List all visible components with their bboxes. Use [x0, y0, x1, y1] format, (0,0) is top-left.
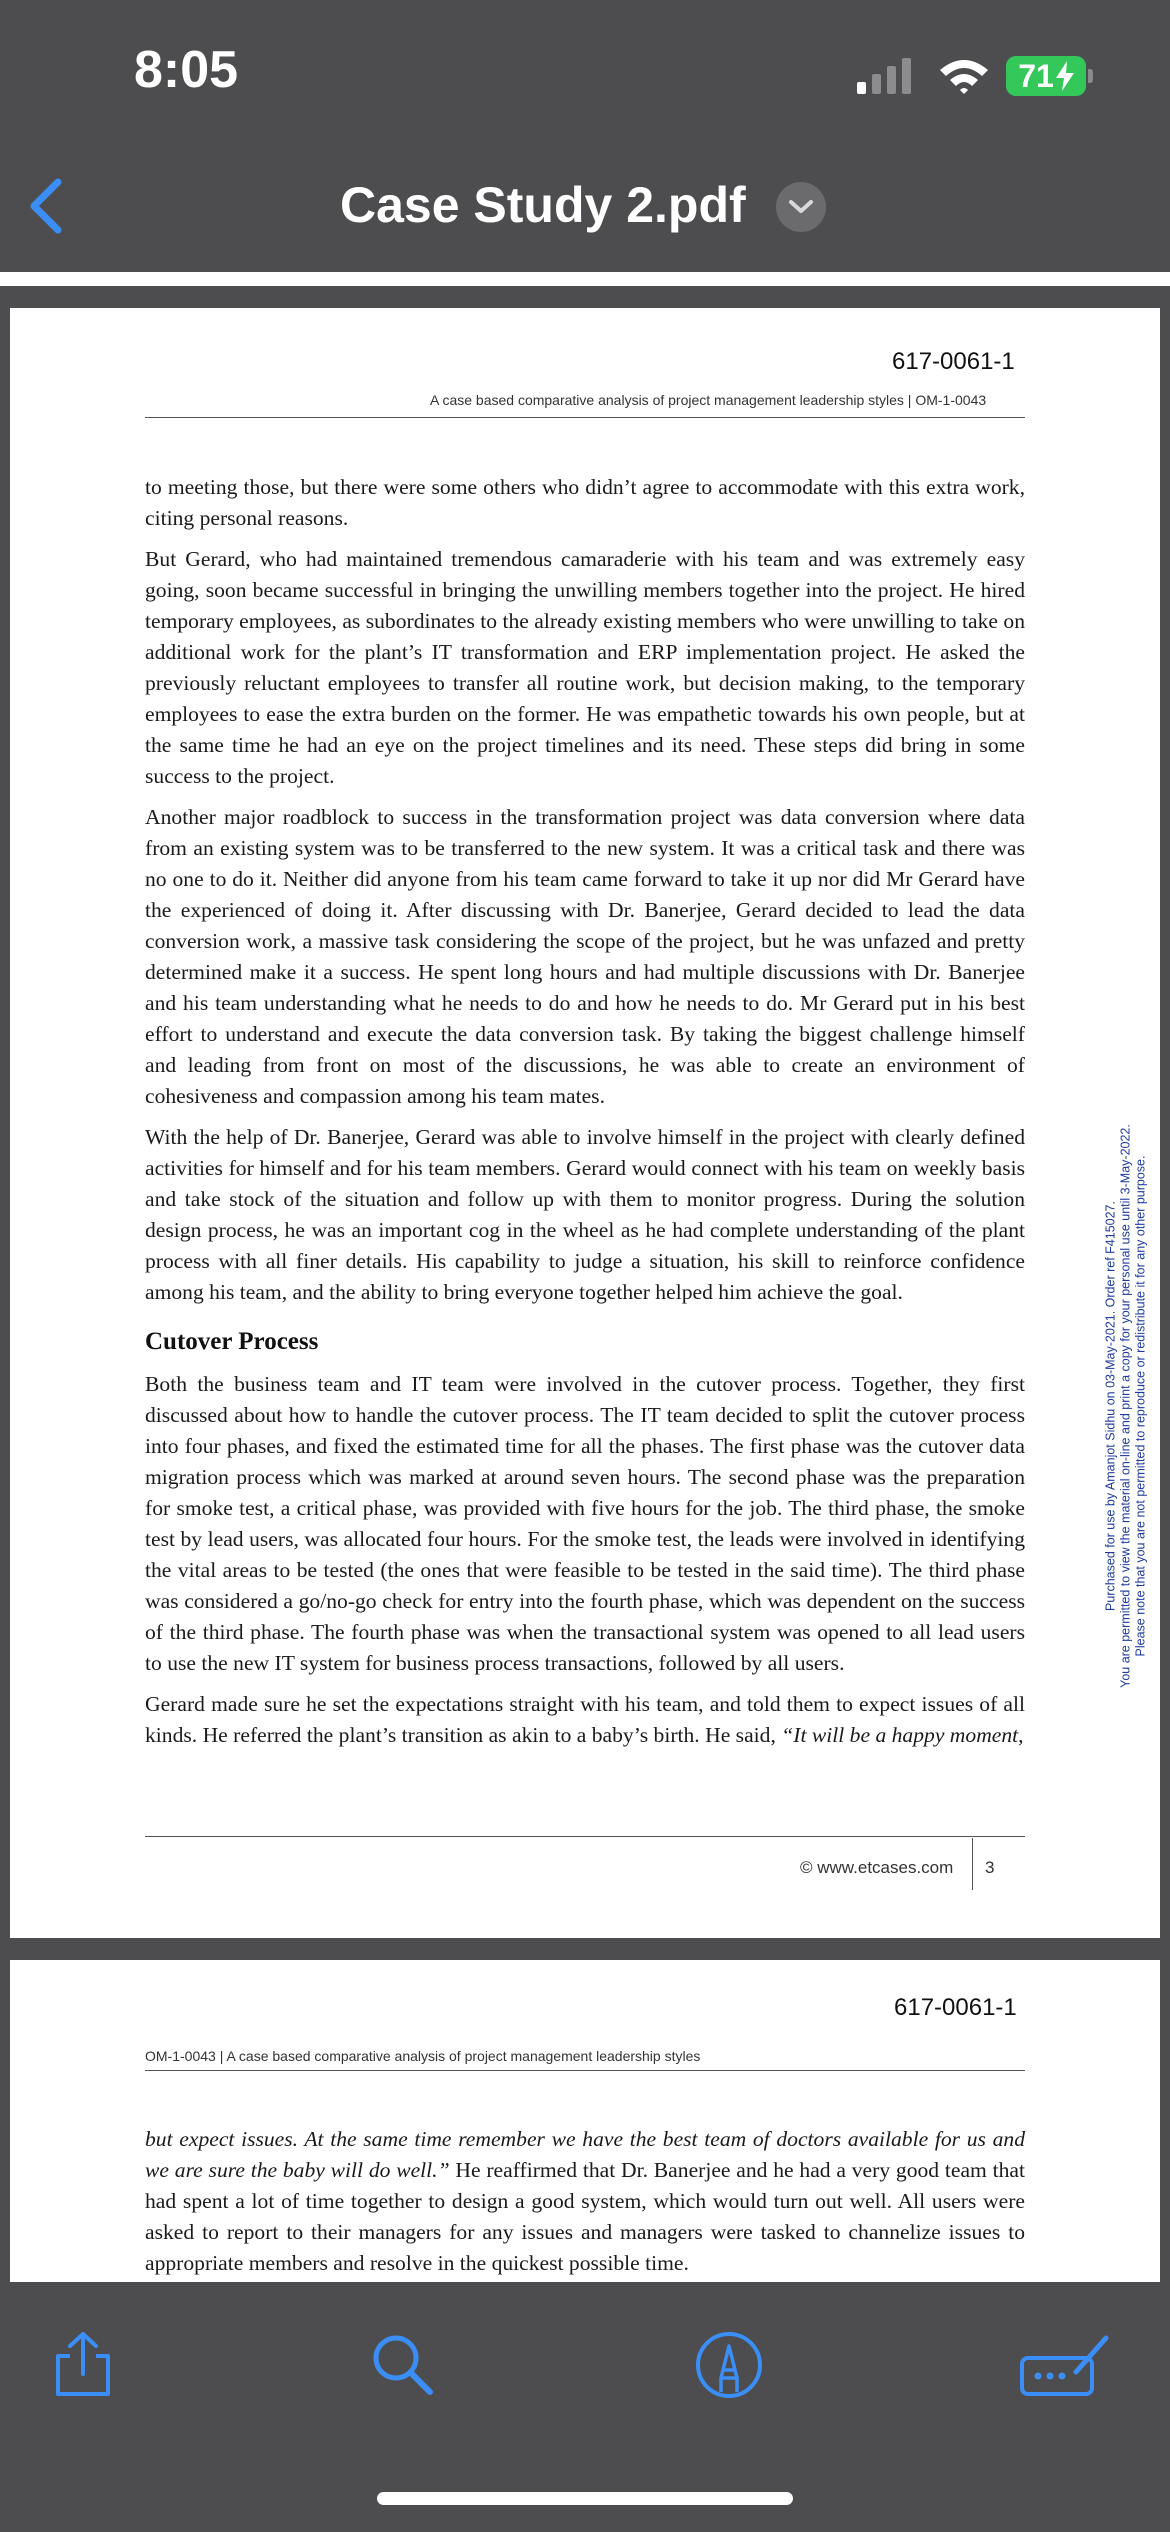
- footer-url[interactable]: © www.etcases.com: [800, 1858, 954, 1877]
- back-button[interactable]: [24, 176, 68, 236]
- quote-text: but expect issues. At the same time remember we have the best team of doctors available for us and we are sure the baby will do well.”: [145, 2127, 1025, 2182]
- footer-separator: [972, 1838, 973, 1890]
- paragraph: to meeting those, but there were some others who didn’t agree to accommodate with this extra work, citing personal reasons.: [145, 475, 1025, 530]
- page-number: 3: [985, 1858, 995, 1877]
- cellular-signal-icon: [855, 56, 915, 96]
- previous-page-edge: [0, 272, 1170, 286]
- header-rule: [145, 417, 1025, 418]
- markup-pen-icon[interactable]: [694, 2330, 764, 2400]
- title-menu-button[interactable]: [776, 182, 826, 232]
- document-code: 617-0061-1: [892, 348, 1015, 375]
- charging-bolt-icon: [1056, 61, 1074, 91]
- purchase-watermark: [1103, 1124, 1148, 1688]
- paragraph-text: Gerard made sure he set the expectations straight with his team, and told them to expect issues of all kinds. He referred the plant’s transition as akin to a baby’s birth. He said,: [145, 1692, 1025, 1747]
- document-title[interactable]: Case Study 2.pdf: [340, 177, 746, 233]
- running-header: A case based comparative analysis of project management leadership styles | OM-1-0043: [430, 392, 987, 408]
- pdf-page-4[interactable]: [10, 1960, 1160, 2282]
- search-icon[interactable]: [368, 2330, 438, 2400]
- footer-rule: [145, 1836, 1025, 1837]
- battery-indicator: [1006, 56, 1086, 96]
- page-body: [145, 472, 1025, 1761]
- pdf-page-3[interactable]: [10, 308, 1160, 1938]
- watermark-line: Purchased for use by Amanjot Sidhu on 03-May-2021. Order ref F415027.: [1103, 1201, 1118, 1611]
- paragraph: Both the business team and IT team were involved in the cutover process. Together, they first discussed about how to handle the cutover process. The IT team decided to split the cutover process into four phases, and fixed the estimated time for all the phases. The first phase was the cutover data migration process which was marked at around seven hours. The second phase was the preparation for smoke test, a critical phase, was provided with five hours for the job. The third phase, the smoke test by lead users, was allocated four hours. For the smoke test, the leads were involved in identifying the vital areas to be tested (the ones that were feasible to be tested in the said time). The third phase was considered a go/no-go check for entry into the fourth phase, which was dependent on the success of the third phase. The fourth phase was when the transactional system was opened to all lead users to use the new IT system for business process transactions, followed by all users.: [145, 1372, 1025, 1675]
- page-body: [145, 2124, 1025, 2282]
- battery-level: 71: [1018, 57, 1054, 94]
- header-rule: [145, 2070, 1025, 2071]
- wifi-icon: [936, 56, 992, 96]
- chevron-down-icon: [788, 199, 814, 215]
- status-time: 8:05: [134, 41, 239, 99]
- paragraph: With the help of Dr. Banerjee, Gerard was able to involve himself in the project with clearly defined activities for himself and for his team members. Gerard would connect with his team on weekly basis and take stock of the situation and follow up with them to monitor progress. During the solution design process, he was an important cog in the wheel as he had complete understanding of the plant process with all finer details. His capability to judge a situation, his skill to reinforce confidence among his team, and the ability to bring everyone together helped him achieve the goal.: [145, 1125, 1025, 1304]
- chevron-left-icon: [34, 182, 58, 230]
- paragraph: But Gerard, who had maintained tremendous camaraderie with his team and was extremely easy going, soon became successful in bringing the unwilling members together into the project. He hired temporary employees, as subordinates to the already existing members who were unwilling to take on additional work for the plant’s IT transformation and ERP implementation project. He asked the previously reluctant employees to transfer all routine work, but decision making, to the temporary employees to ease the extra burden on the former. He was empathetic towards his own people, but at the same time he had an eye on the project timelines and its need. These steps did bring in some success to the project.: [145, 547, 1025, 788]
- keyboard-edit-icon[interactable]: [1018, 2330, 1114, 2400]
- running-header: OM-1-0043 | A case based comparative analysis of project management leadership styles: [145, 2048, 701, 2064]
- paragraph: [145, 1689, 1025, 1751]
- section-heading: Cutover Process: [145, 1328, 319, 1355]
- paragraph-text: He reaffirmed that Dr. Banerjee and he had a very good team that had spent a lot of time together to design a good system, which would turn out well. All users were asked to report to their managers for any issues and managers were tasked to channelize issues to appropriate members and resolve in the quickest possible time.: [145, 2158, 1026, 2275]
- home-indicator[interactable]: [377, 2492, 793, 2505]
- paragraph: Another major roadblock to success in the transformation project was data conversion where data from an existing system was to be transferred to the new system. It was a critical task and there was no one to do it. Neither did anyone from his team came forward to take it up nor did Mr Gerard have the experienced of doing it. After discussing with Dr. Banerjee, Gerard decided to lead the data conversion work, a massive task considering the scope of the project, but he was unfazed and pretty determined make it a success. He spent long hours and had multiple discussions with Dr. Banerjee and his team understanding what he needs to do and how he needs to do. Mr Gerard put in his best effort to understand and execute the data conversion task. By taking the biggest challenge himself and leading from front on most of the discussions, he was able to create an environment of cohesiveness and compassion among his team mates.: [145, 805, 1025, 1108]
- watermark-line: Please note that you are not permitted to reproduce or redistribute it for any other purpose.: [1133, 1155, 1148, 1657]
- quote-text: “It will be a happy moment,: [781, 1723, 1024, 1747]
- paragraph: [145, 2124, 1025, 2279]
- watermark-line: You are permitted to view the material on-line and print a copy for your personal use until 3-May-2022.: [1118, 1124, 1133, 1688]
- document-code: 617-0061-1: [894, 1994, 1017, 2021]
- share-icon[interactable]: [48, 2330, 118, 2400]
- battery-tip: [1088, 69, 1093, 83]
